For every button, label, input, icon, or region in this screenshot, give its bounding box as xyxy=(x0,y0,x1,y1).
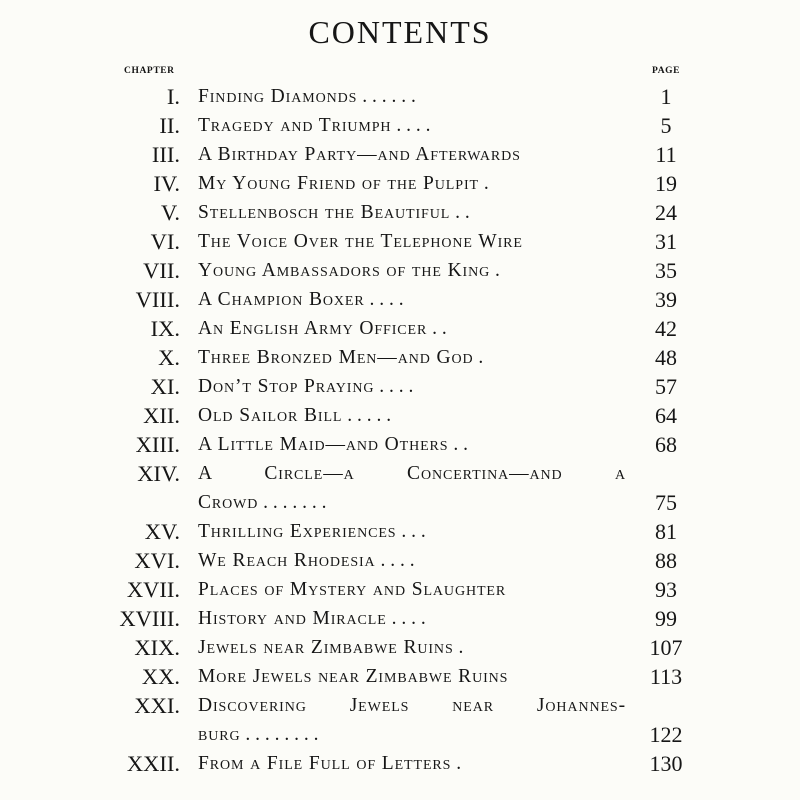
page-number: 64 xyxy=(655,403,677,428)
chapter-title: A Circle—a Concertina—and a Crowd . . . . . . . xyxy=(198,463,626,513)
chapter-number: X. xyxy=(158,345,180,370)
contents-entry xyxy=(0,747,800,776)
page-number: 57 xyxy=(655,374,677,399)
chapter-title: An English Army Officer . . xyxy=(198,318,447,339)
page-title: CONTENTS xyxy=(308,14,492,50)
page-number: 93 xyxy=(655,577,677,602)
page-number: 81 xyxy=(655,519,677,544)
contents-entry xyxy=(0,80,800,109)
chapter-number: XVI. xyxy=(134,548,180,573)
page-column-header: PAGE xyxy=(652,66,681,76)
chapter-number: XXII. xyxy=(126,751,180,776)
dot-leader: . xyxy=(473,347,484,368)
page-number: 42 xyxy=(655,316,677,341)
page-number: 68 xyxy=(655,432,677,457)
dot-leader: . . xyxy=(427,318,447,339)
chapter-number: III. xyxy=(151,142,180,167)
page-number: 19 xyxy=(655,171,677,196)
chapter-number: XVII. xyxy=(126,577,180,602)
page-number: 39 xyxy=(655,287,677,312)
chapter-title: Old Sailor Bill . . . . . xyxy=(198,405,392,426)
contents-entry xyxy=(0,515,800,544)
page-number: 107 xyxy=(649,635,683,660)
chapter-column-header: CHAPTER xyxy=(124,66,175,76)
chapter-title: Jewels near Zimbabwe Ruins . xyxy=(198,637,464,658)
chapter-number: II. xyxy=(159,113,180,138)
contents-entry xyxy=(0,254,800,283)
contents-entry xyxy=(0,341,800,370)
dot-leader: . . xyxy=(450,202,470,223)
page-number: 113 xyxy=(649,664,683,689)
contents-entry xyxy=(0,138,800,167)
page-number: 1 xyxy=(660,84,672,109)
contents-entry xyxy=(0,312,800,341)
chapter-title: History and Miracle . . . . xyxy=(198,608,426,629)
contents-entry xyxy=(0,109,800,138)
dot-leader: . . . . . xyxy=(342,405,392,426)
chapter-number: I. xyxy=(166,84,180,109)
chapter-number: IX. xyxy=(150,316,180,341)
chapter-title: A Little Maid—and Others . . xyxy=(198,434,468,455)
chapter-number: XV. xyxy=(144,519,180,544)
chapter-title: Finding Diamonds . . . . . . xyxy=(198,86,416,107)
page-number: 31 xyxy=(655,229,677,254)
page-number: 99 xyxy=(655,606,677,631)
page-number: 5 xyxy=(660,113,672,138)
chapter-number: XI. xyxy=(150,374,180,399)
dot-leader: . . . xyxy=(396,521,426,542)
contents-entry xyxy=(0,631,800,660)
dot-leader: . . . . . . xyxy=(357,86,416,107)
page-number: 75 xyxy=(655,490,677,515)
dot-leader: . . . . . . . xyxy=(258,492,327,513)
chapter-number: XXI. xyxy=(134,693,180,718)
contents-entry xyxy=(0,689,800,747)
dot-leader: . . . . . . . . xyxy=(240,724,319,745)
page-number: 24 xyxy=(655,200,677,225)
page-number: 88 xyxy=(655,548,677,573)
page-number: 122 xyxy=(649,722,683,747)
dot-leader: . . . . xyxy=(386,608,426,629)
dot-leader: . . . . xyxy=(391,115,431,136)
chapter-number: XIV. xyxy=(137,461,180,486)
page-number: 48 xyxy=(655,345,677,370)
chapter-title: The Voice Over the Telephone Wire xyxy=(198,231,523,252)
chapter-title: A Birthday Party—and Afterwards xyxy=(198,144,521,165)
chapter-number: XII. xyxy=(143,403,180,428)
chapter-title: Places of Mystery and Slaughter xyxy=(198,579,507,600)
chapter-title: We Reach Rhodesia . . . . xyxy=(198,550,415,571)
contents-entry xyxy=(0,602,800,631)
dot-leader: . xyxy=(490,260,500,281)
contents-entry xyxy=(0,457,800,515)
page-number: 35 xyxy=(655,258,677,283)
dot-leader: . xyxy=(453,637,464,658)
chapter-title: Stellenbosch the Beautiful . . xyxy=(198,202,470,223)
chapter-title: Discovering Jewels near Johannes- burg . . . . . . . . xyxy=(198,695,626,745)
contents-entry xyxy=(0,196,800,225)
chapter-title: A Champion Boxer . . . . xyxy=(198,289,404,310)
chapter-number: VII. xyxy=(143,258,180,283)
contents-entry xyxy=(0,428,800,457)
contents-entry xyxy=(0,399,800,428)
chapter-number: IV. xyxy=(153,171,180,196)
dot-leader: . . . . xyxy=(364,289,404,310)
chapter-number: XIII. xyxy=(135,432,180,457)
chapter-title: Tragedy and Triumph . . . . xyxy=(198,115,431,136)
chapter-title: Three Bronzed Men—and God . xyxy=(198,347,484,368)
chapter-title: Don’t Stop Praying . . . . xyxy=(198,376,414,397)
chapter-number: XVIII. xyxy=(119,606,180,631)
dot-leader: . . . . xyxy=(375,550,415,571)
dot-leader: . . xyxy=(448,434,468,455)
dot-leader: . xyxy=(478,173,489,194)
contents-entry xyxy=(0,370,800,399)
contents-entry xyxy=(0,660,800,689)
contents-list xyxy=(0,80,800,776)
chapter-number: VI. xyxy=(150,229,180,254)
contents-entry xyxy=(0,167,800,196)
chapter-title: Young Ambassadors of the King . xyxy=(198,260,500,281)
chapter-number: XIX. xyxy=(134,635,180,660)
contents-entry xyxy=(0,283,800,312)
contents-entry xyxy=(0,573,800,602)
page-number: 11 xyxy=(655,142,677,167)
chapter-number: XX. xyxy=(141,664,180,689)
chapter-title: From a File Full of Letters . xyxy=(198,753,462,774)
page-number: 130 xyxy=(649,751,683,776)
contents-entry xyxy=(0,544,800,573)
chapter-title: Thrilling Experiences . . . xyxy=(198,521,426,542)
contents-entry xyxy=(0,225,800,254)
dot-leader: . . . . xyxy=(374,376,414,397)
chapter-number: V. xyxy=(161,200,180,225)
chapter-number: VIII. xyxy=(135,287,180,312)
dot-leader: . xyxy=(451,753,462,774)
chapter-title: More Jewels near Zimbabwe Ruins xyxy=(198,666,509,687)
chapter-title: My Young Friend of the Pulpit . xyxy=(198,173,489,194)
